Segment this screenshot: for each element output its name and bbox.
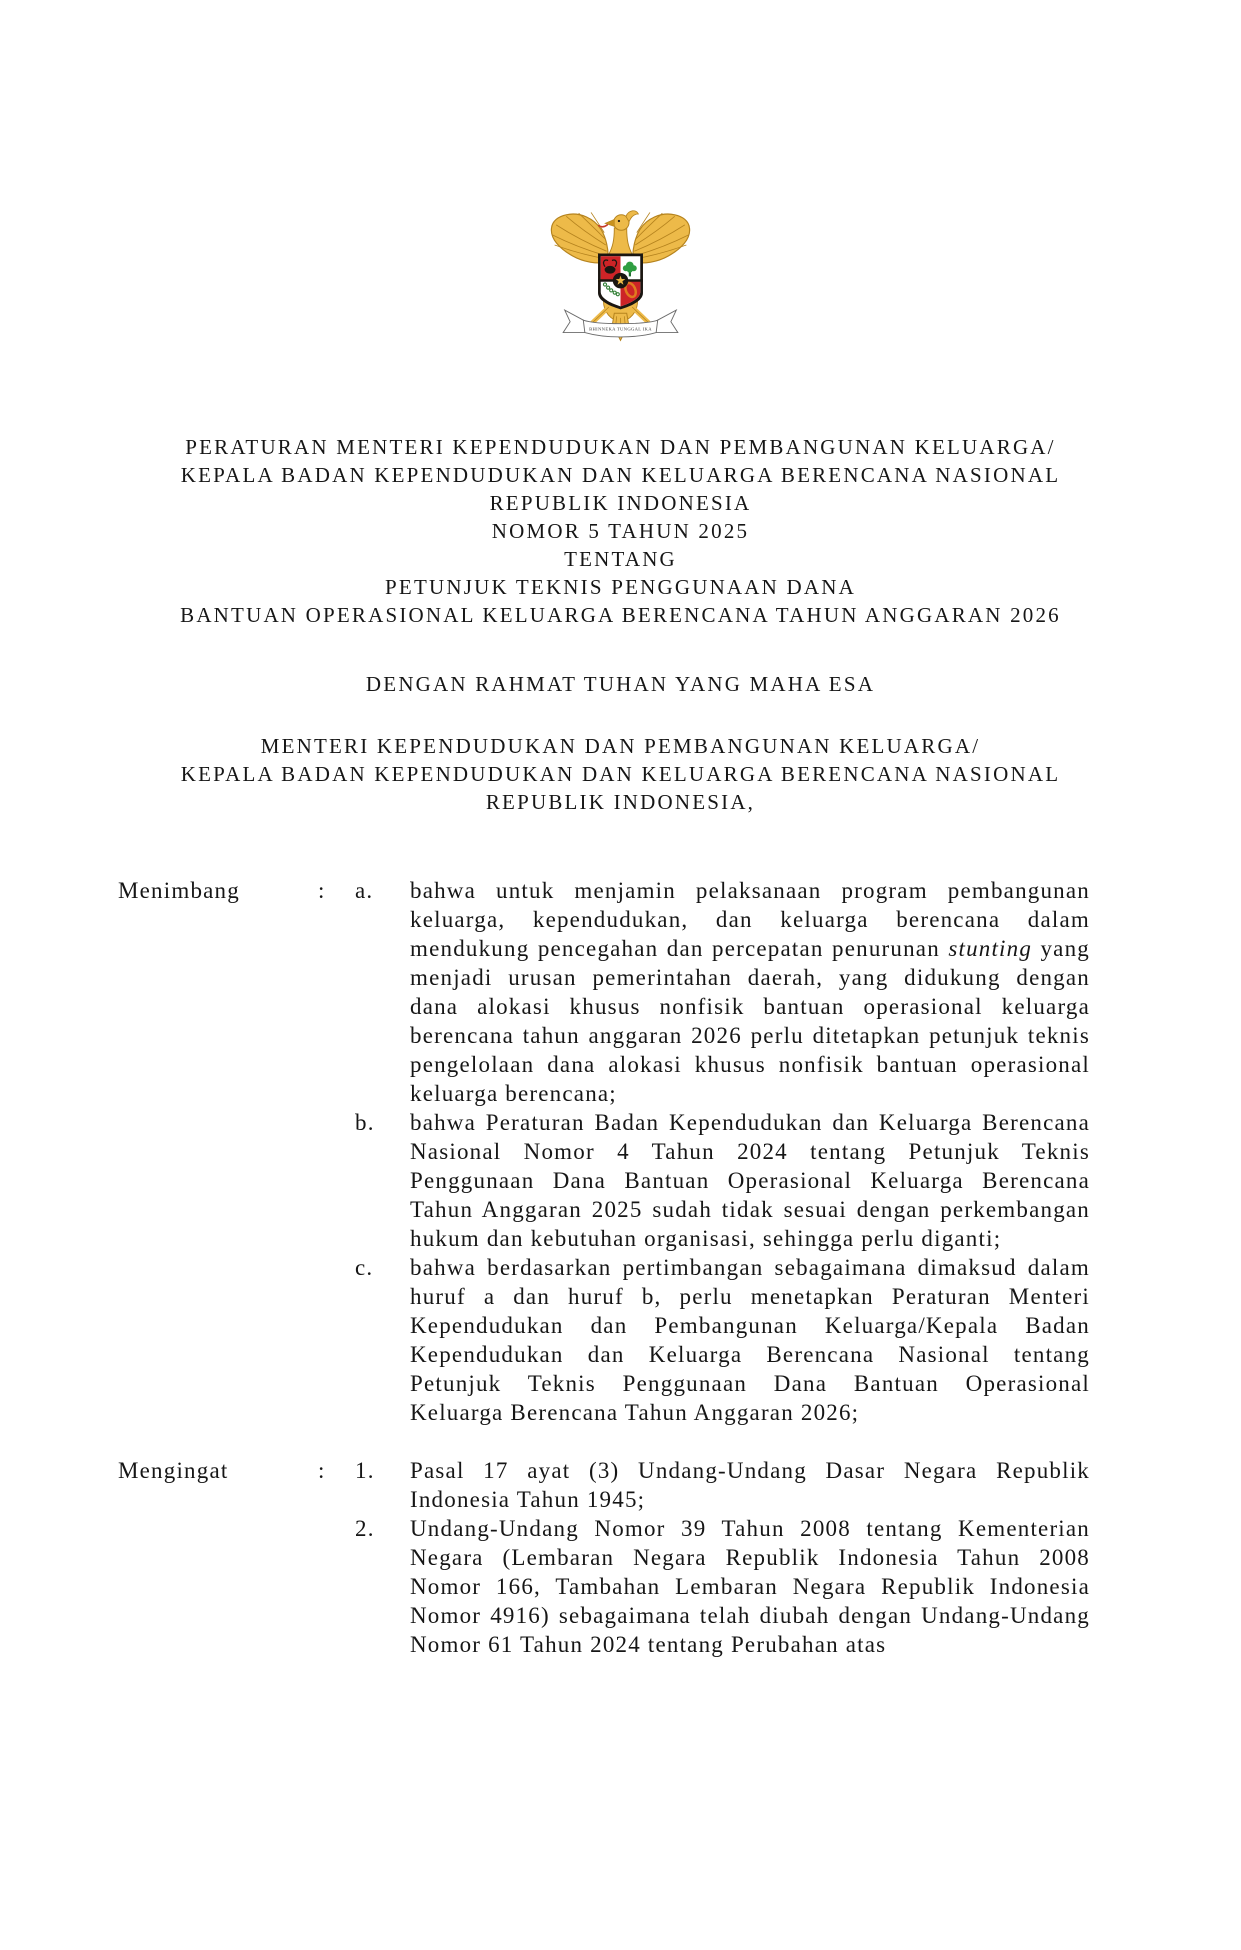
clause-mengingat: [118, 1456, 1090, 1659]
clause-items: [355, 1456, 1090, 1659]
title-line-subject: PETUNJUK TEKNIS PENGGUNAAN DANA: [385, 575, 856, 599]
clause-item: [355, 1514, 1090, 1659]
pancasila-shield: [598, 254, 643, 310]
motto-text: BHINNEKA TUNGGAL IKA: [589, 327, 652, 333]
authority-line: KEPALA BADAN KEPENDUDUKAN DAN KELUARGA BERENCANA NASIONAL: [180, 762, 1061, 786]
clause-item: [355, 1253, 1090, 1427]
garuda-emblem-svg: [543, 205, 698, 347]
item-text: [410, 1456, 1090, 1514]
clause-label: Mengingat: [118, 1458, 229, 1483]
text-segment: bahwa untuk menjamin pelaksanaan program pembangunan keluarga, kependudukan, dan keluarga berencana dalam mendukung pencegahan dan percepatan penurunan: [410, 878, 1090, 961]
text-segment: Undang-Undang Nomor 39 Tahun 2008 tentang Kementerian Negara (Lembaran Negara Republik Indonesia Tahun 2008 Nomor 166, Tambahan Lembaran Negara Republik Indonesia Nomor 4916) sebagaimana telah diubah dengan Undang-Undang Nomor 61 Tahun 2024 tentang Perubahan atas: [410, 1516, 1090, 1657]
text-segment: bahwa berdasarkan pertimbangan sebagaimana dimaksud dalam huruf a dan huruf b, perlu menetapkan Peraturan Menteri Kependudukan dan Pembangunan Keluarga/Kepala Badan Kependudukan dan Keluarga Berencana Nasional tentang Petunjuk Teknis Penggunaan Dana Bantuan Operasional Keluarga Berencana Tahun Anggaran 2026;: [410, 1255, 1090, 1425]
title-block: [118, 433, 1123, 629]
text-segment: bahwa Peraturan Badan Kependudukan dan Keluarga Berencana Nasional Nomor 4 Tahun 2024 tentang Petunjuk Teknis Penggunaan Dana Bantuan Operasional Keluarga Berencana Tahun Anggaran 2025 sudah tidak sesuai dengan perkembangan hukum dan kebutuhan organisasi, sehingga perlu diganti;: [410, 1110, 1090, 1251]
item-marker: b.: [355, 1110, 375, 1135]
item-marker: c.: [355, 1255, 374, 1280]
text-segment: Pasal 17 ayat (3) Undang-Undang Dasar Negara Republik Indonesia Tahun 1945;: [410, 1458, 1090, 1512]
title-line-number: NOMOR 5 TAHUN 2025: [491, 519, 750, 543]
title-line-tentang: TENTANG: [564, 547, 677, 571]
authority-line: MENTERI KEPENDUDUKAN DAN PEMBANGUNAN KELUARGA/: [260, 734, 981, 758]
text-segment: yang menjadi urusan pemerintahan daerah, yang didukung dengan dana alokasi khusus nonfisik bantuan operasional keluarga berencana tahun anggaran 2026 perlu ditetapkan petunjuk teknis pengelolaan dana alokasi khusus nonfisik bantuan operasional keluarga berencana;: [410, 936, 1090, 1106]
item-text: [410, 1108, 1090, 1253]
italic-term: stunting: [948, 936, 1033, 961]
item-marker: a.: [355, 878, 374, 903]
item-marker: 1.: [355, 1458, 375, 1483]
clauses: [118, 876, 1090, 1659]
item-marker: 2.: [355, 1516, 375, 1541]
clause-menimbang: [118, 876, 1090, 1427]
clause-items: [355, 876, 1090, 1427]
title-line-subject: BANTUAN OPERASIONAL KELUARGA BERENCANA TAHUN ANGGARAN 2026: [180, 603, 1061, 627]
clause-item: [355, 1456, 1090, 1514]
clause-colon: :: [318, 1458, 326, 1483]
clause-colon: :: [318, 878, 326, 903]
authority-line: REPUBLIK INDONESIA,: [485, 790, 756, 814]
invocation-line: DENGAN RAHMAT TUHAN YANG MAHA ESA: [365, 672, 876, 696]
garuda-pancasila-emblem: [543, 205, 698, 347]
clause-label: Menimbang: [118, 878, 240, 903]
clause-item: [355, 876, 1090, 1108]
item-text: [410, 1514, 1090, 1659]
title-line: KEPALA BADAN KEPENDUDUKAN DAN KELUARGA BERENCANA NASIONAL: [180, 463, 1061, 487]
item-text: [410, 1253, 1090, 1427]
clause-item: [355, 1108, 1090, 1253]
title-line: REPUBLIK INDONESIA: [489, 491, 752, 515]
star-symbol: [613, 273, 629, 289]
title-line: PERATURAN MENTERI KEPENDUDUKAN DAN PEMBANGUNAN KELUARGA/: [185, 435, 1056, 459]
authority-block: [118, 732, 1123, 816]
head: [599, 211, 639, 231]
item-text: [410, 876, 1090, 1108]
